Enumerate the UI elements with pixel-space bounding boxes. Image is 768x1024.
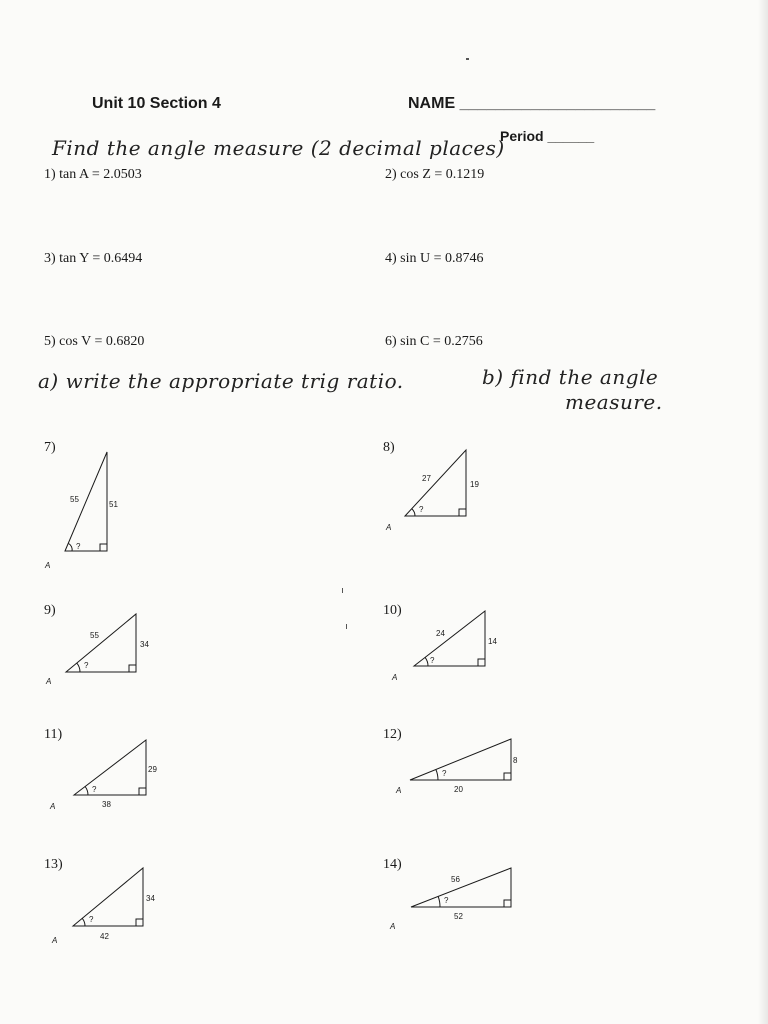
vertex-a-label: A (390, 922, 396, 931)
triangle-outline (411, 868, 511, 907)
problem-8-number: 8) (383, 440, 395, 455)
triangle-8 (380, 448, 480, 538)
instruction-angle-measure: Find the angle measure (2 decimal places) (52, 136, 505, 160)
period-blank: ______ (547, 128, 595, 144)
right-angle-mark (129, 665, 136, 672)
instruction-find-angle: b) find the angle (482, 365, 659, 389)
name-field (408, 95, 655, 113)
side-label-hypotenuse: 56 (451, 875, 460, 884)
side-label-opposite: 34 (146, 894, 155, 903)
side-label-hypotenuse: 55 (90, 631, 99, 640)
scan-edge-shadow (758, 0, 768, 1024)
period-label: Period (500, 128, 544, 144)
instruction-trig-ratio: a) write the appropriate trig ratio. (38, 369, 404, 393)
problem-14-number: 14) (383, 857, 402, 872)
problem-13-number: 13) (44, 857, 63, 872)
side-label-opposite: 19 (470, 480, 479, 489)
problem-text: cos Z = 0.1219 (400, 167, 485, 182)
triangle-9 (40, 608, 160, 693)
problem-text: tan Y = 0.6494 (59, 251, 143, 266)
right-angle-mark (136, 919, 143, 926)
side-label-adjacent: 52 (454, 912, 463, 921)
angle-arc (85, 787, 88, 796)
angle-label: ? (89, 915, 94, 924)
angle-label: ? (430, 656, 435, 665)
angle-label: ? (444, 896, 449, 905)
problem-11-number: 11) (44, 727, 63, 742)
instruction-find-angle-measure: measure. (565, 390, 663, 414)
angle-label: ? (442, 769, 447, 778)
side-label-adjacent: 20 (454, 785, 463, 794)
problem-number: 4) (385, 251, 397, 266)
period-field (500, 128, 594, 144)
triangle-14 (380, 863, 530, 938)
side-label-opposite: 14 (488, 637, 497, 646)
vertex-a-label: A (46, 677, 52, 686)
side-label-opposite: 8 (513, 756, 518, 765)
problem-10-number: 10) (383, 603, 402, 618)
problem-number: 5) (44, 334, 56, 349)
right-angle-mark (100, 544, 107, 551)
problem-text: tan A = 2.0503 (59, 167, 142, 182)
angle-label: ? (76, 542, 81, 551)
problem-number: 1) (44, 167, 56, 182)
scan-speck (346, 624, 347, 629)
vertex-a-label: A (392, 673, 398, 682)
problem-number: 3) (44, 251, 56, 266)
angle-label: ? (92, 785, 97, 794)
triangle-13 (40, 863, 170, 948)
vertex-a-label: A (386, 523, 392, 532)
name-blank: ______________________ (459, 95, 656, 112)
side-label-hypotenuse: 24 (436, 629, 445, 638)
problem-4 (385, 251, 484, 267)
vertex-a-label: A (50, 802, 56, 811)
angle-label: ? (419, 505, 424, 514)
problem-12-number: 12) (383, 727, 402, 742)
problem-6 (385, 334, 483, 350)
problem-number: 6) (385, 334, 397, 349)
side-label-opposite: 29 (148, 765, 157, 774)
right-angle-mark (459, 509, 466, 516)
right-angle-mark (504, 900, 511, 907)
vertex-a-label: A (52, 936, 58, 945)
problem-2 (385, 167, 484, 183)
triangle-outline (410, 739, 511, 780)
right-angle-mark (504, 773, 511, 780)
problem-text: sin U = 0.8746 (400, 251, 484, 266)
side-label-opposite: 34 (140, 640, 149, 649)
triangle-11 (40, 733, 170, 818)
problem-7-number: 7) (44, 440, 56, 455)
problem-5 (44, 334, 144, 350)
unit-title: Unit 10 Section 4 (92, 95, 221, 112)
scan-speck (466, 58, 469, 60)
angle-arc (412, 509, 415, 516)
side-label-hypotenuse: 55 (70, 495, 79, 504)
angle-arc (82, 918, 85, 926)
side-label-adjacent: 42 (100, 932, 109, 941)
problem-number: 2) (385, 167, 397, 182)
angle-arc (69, 544, 73, 552)
scan-speck (342, 588, 343, 593)
triangle-outline (73, 868, 143, 926)
name-label: NAME (408, 95, 456, 112)
triangle-outline (405, 450, 466, 516)
right-angle-mark (139, 788, 146, 795)
side-label-adjacent: 38 (102, 800, 111, 809)
problem-1 (44, 167, 142, 183)
problem-text: cos V = 0.6820 (59, 334, 145, 349)
angle-arc (77, 663, 80, 672)
triangle-10 (380, 608, 500, 693)
problem-9-number: 9) (44, 603, 56, 618)
triangle-12 (380, 733, 530, 803)
problem-3 (44, 251, 142, 267)
vertex-a-label: A (396, 786, 402, 795)
angle-label: ? (84, 661, 89, 670)
angle-arc (438, 897, 440, 907)
vertex-a-label: A (45, 561, 51, 570)
side-label-hypotenuse: 27 (422, 474, 431, 483)
triangle-outline (66, 614, 136, 672)
triangle-7 (40, 448, 130, 578)
problem-text: sin C = 0.2756 (400, 334, 483, 349)
angle-arc (425, 657, 428, 666)
right-angle-mark (478, 659, 485, 666)
angle-arc (436, 770, 438, 781)
side-label-opposite: 51 (109, 500, 118, 509)
triangle-outline (414, 611, 485, 666)
